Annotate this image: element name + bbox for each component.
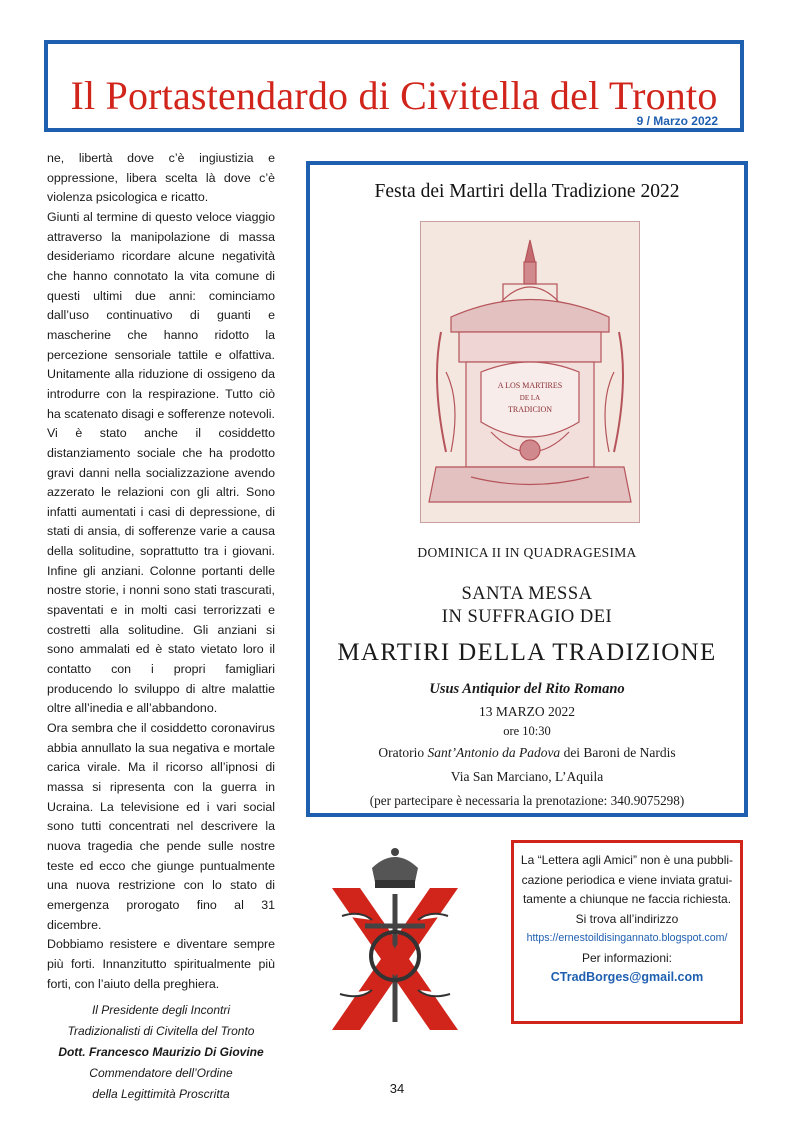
signature-line: Il Presidente degli Incontri xyxy=(91,1003,231,1018)
issue-label: 9 / Marzo 2022 xyxy=(636,114,718,128)
flyer-time: ore 10:30 xyxy=(503,724,551,738)
engraving-text: TRADICION xyxy=(508,405,552,414)
location-prefix: Oratorio xyxy=(378,745,425,760)
flyer-santa-messa: SANTA MESSA xyxy=(461,584,593,604)
article-paragraph: Giunti al termine di questo veloce viaggio attraverso la manipolazione di massa desideriamo ricordare alcune negatività che hanno connotato la vita comune di questi ultimi due anni: cominciamo dall’uso continuativo di guanti e mascherine che hanno ridotto la percezione sensoriale tattile e olfattiva. Unitamente alla riduzione di ossigeno da introdurre con la respirazione. Tutto ciò ha scatenato disagi e sofferenze notevoli. Vi è stato anche il cosiddetto distanziamento sociale che ha prodotto gravi danni nella socializzazione avendo azzerato le relazioni con gli altri. Sono infatti aumentati i casi di depressione, di stati di ansia, di sofferenze varie a causa della solitudine, soprattutto tra i giovani. Infine gli anziani. Colonne portanti delle nostre storie, i nonni sono stati trascurati, spaventati e in molti casi terrorizzati e costretti alla solitudine. Gli anziani si sono ammalati ed è stato vietato loro il contatto con i propri famigliari producendo lo sviluppo di altre malattie oltre all’inedia e all’abbandono. xyxy=(47,209,275,716)
signature-line: della Legittimità Proscritta xyxy=(92,1087,230,1102)
info-line: Si trova all’indirizzo xyxy=(575,911,679,926)
info-line: tamente a chiunque ne faccia richiesta. xyxy=(522,892,732,906)
flyer-usus: Usus Antiquior del Rito Romano xyxy=(429,681,625,697)
article-paragraph: Dobbiamo resistere e diventare sempre più forti. Innanzitutto spiritualmente più forti, con l’aiuto della preghiera. xyxy=(47,937,275,991)
info-line: Per informazioni: xyxy=(581,950,673,965)
page-number: 34 xyxy=(389,1081,405,1096)
engraving-text: DE LA xyxy=(519,394,541,402)
flyer-title: Festa dei Martiri della Tradizione 2022 xyxy=(374,181,680,202)
info-line: cazione periodica e viene inviata gratui- xyxy=(521,872,733,887)
blog-link[interactable]: https://ernestoildisingannato.blogspot.com/ xyxy=(526,932,728,944)
engraving-text: A LOS MARTIRES xyxy=(497,381,563,390)
article-paragraph: ne, libertà dove c’è ingiustizia e oppressione, libera scelta là dove c’è violenza psicologica e ricatto. xyxy=(47,151,275,205)
location-name: Sant’Antonio da Padova xyxy=(427,745,561,760)
newsletter-info-box xyxy=(511,840,743,1024)
flyer-mass-heading xyxy=(310,583,744,629)
event-flyer xyxy=(306,161,748,817)
crown-icon xyxy=(372,848,418,888)
flyer-booking-note: (per partecipare è necessaria la prenotazione: 340.9075298) xyxy=(369,793,685,808)
flyer-location xyxy=(310,745,744,761)
flyer-martiri: MARTIRI DELLA TRADIZIONE xyxy=(337,639,717,666)
info-line: La “Lettera agli Amici” non è una pubbli- xyxy=(520,853,734,867)
martyrs-monument-engraving xyxy=(420,221,640,523)
flyer-date: 13 MARZO 2022 xyxy=(478,704,575,719)
flyer-address: Via San Marciano, L’Aquila xyxy=(450,769,604,784)
article-column xyxy=(47,149,275,1105)
contact-email-link[interactable]: CTradBorges@gmail.com xyxy=(550,970,704,984)
location-suffix: dei Baroni de Nardis xyxy=(563,745,676,760)
signature-line: Tradizionalisti di Civitella del Tronto xyxy=(67,1024,255,1039)
signature-line: Commendatore dell’Ordine xyxy=(89,1066,233,1081)
masthead-box xyxy=(44,40,744,132)
masthead-title: Il Portastendardo di Civitella del Tronto xyxy=(70,73,718,118)
article-paragraph: Ora sembra che il cosiddetto coronavirus abbia annullato la sua negativa e mortale carica virale. Ma il ricorso all’ipnosi di massa si ripresenta con la guerra in Ucraina. La televisione ed i vari social sono tutti concentrati nel descrivere la nuova tragedia che pende sulle nostre teste ed ecco che giunge puntualmente una nuova restrizione con lo stato di emergenza prorogato fino al 31 dicembre. xyxy=(47,721,275,932)
flyer-dominica: DOMINICA II IN QUADRAGESIMA xyxy=(417,545,637,560)
signature-name: Dott. Francesco Maurizio Di Giovine xyxy=(58,1045,264,1060)
cross-of-burgundy-emblem xyxy=(320,846,470,1042)
flyer-suffragio: IN SUFFRAGIO DEI xyxy=(441,607,613,627)
